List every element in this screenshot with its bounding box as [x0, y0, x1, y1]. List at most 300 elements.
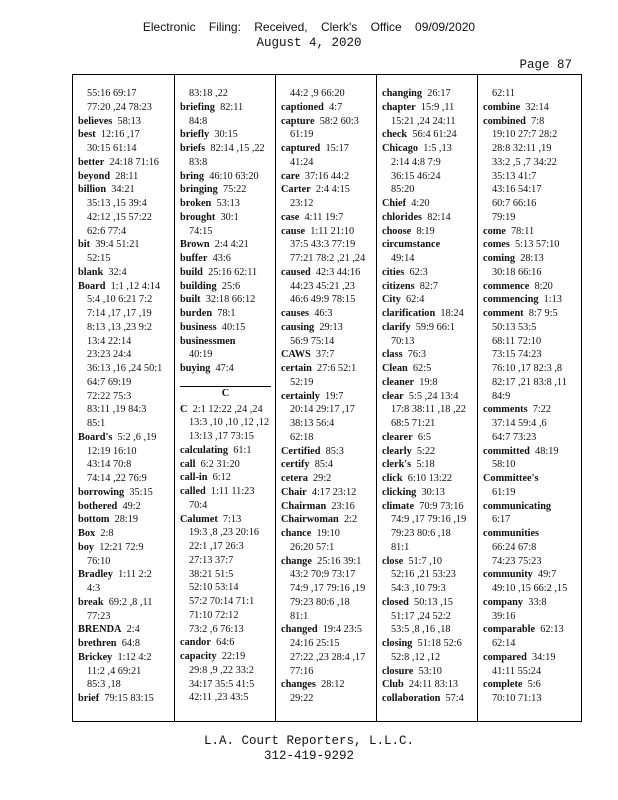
- index-references: 53:5 ,8 ,16 ,18: [391, 624, 451, 636]
- index-term: briefly: [180, 129, 210, 141]
- index-references: 11:2 ,4 69:21: [87, 665, 142, 677]
- index-term: beyond: [78, 170, 111, 182]
- index-entry-continuation: [382, 651, 477, 665]
- index-references: 85:3: [325, 445, 344, 457]
- index-entry: [180, 266, 275, 280]
- index-references: 7:22: [532, 404, 552, 416]
- index-entry-continuation: [78, 665, 174, 679]
- index-term: Chicago: [382, 143, 419, 154]
- index-references: 7:13: [222, 513, 242, 525]
- index-references: 69:2 ,8 ,11: [108, 596, 153, 608]
- index-entry: [180, 458, 275, 472]
- index-references: 40:19: [189, 349, 213, 361]
- index-entry-continuation: [382, 252, 477, 266]
- index-entry: [78, 596, 174, 610]
- index-term: Chair: [281, 486, 307, 498]
- index-references: 30:15 61:14: [87, 143, 137, 154]
- index-term: committed: [483, 445, 530, 457]
- index-entry-continuation: [382, 513, 477, 527]
- index-term: changed: [281, 624, 318, 636]
- index-entry-continuation: [78, 403, 174, 417]
- index-references: 1:5 ,13: [423, 143, 452, 154]
- index-entry: [382, 472, 477, 486]
- index-entry: [78, 280, 174, 294]
- index-entry: [78, 115, 174, 129]
- index-references: 78:11: [511, 225, 535, 237]
- index-entry: [78, 170, 174, 184]
- index-entry-continuation: [483, 486, 583, 500]
- index-entry: [180, 471, 275, 485]
- index-term: brethren: [78, 638, 117, 649]
- index-references: 68:11 72:10: [492, 335, 542, 347]
- index-references: 1:11 21:10: [310, 225, 355, 237]
- index-references: 77:20 ,24 78:23: [87, 101, 152, 113]
- index-references: 29:8 ,9 ,22 33:2: [189, 664, 254, 676]
- index-references: 50:13 ,15: [414, 596, 453, 608]
- index-entry: [180, 142, 275, 156]
- index-entry-continuation: [483, 211, 583, 225]
- index-references: 58:10: [492, 459, 516, 471]
- index-entry: [483, 101, 583, 115]
- index-references: 37:16 44:2: [304, 170, 350, 182]
- index-term: candor: [180, 637, 211, 649]
- index-references: 8:7 9:5: [528, 308, 558, 319]
- index-references: 29:22: [290, 693, 314, 704]
- index-references: 58:13: [117, 115, 141, 127]
- index-entry-continuation: [281, 582, 376, 596]
- index-entry: [281, 307, 376, 321]
- index-entry-continuation: [382, 403, 477, 417]
- index-references: 36:13 ,16 ,24 50:1: [87, 363, 163, 374]
- index-references: 6:2 31:20: [200, 458, 240, 470]
- index-entry-continuation: [78, 678, 174, 692]
- index-term: chlorides: [382, 211, 423, 223]
- index-entry-continuation: [483, 348, 583, 362]
- index-entry-continuation: [180, 115, 275, 129]
- index-references: 24:18 71:16: [109, 156, 159, 168]
- index-entry: [180, 444, 275, 458]
- index-entry: [382, 142, 477, 156]
- index-entry-continuation: [78, 472, 174, 486]
- index-term: briefs: [180, 143, 206, 154]
- index-entry: [382, 348, 477, 362]
- index-entry-continuation: [180, 416, 275, 430]
- index-references: 74:23 75:23: [492, 555, 542, 567]
- index-entry: [483, 678, 583, 692]
- index-term: Certified: [281, 445, 321, 457]
- index-entry: [382, 458, 477, 472]
- index-entry: [382, 211, 477, 225]
- index-entry: [78, 183, 174, 197]
- index-references: 28:11: [115, 170, 139, 182]
- index-entry: [281, 458, 376, 472]
- index-entry: [382, 431, 477, 445]
- index-references: 81:1: [391, 541, 410, 553]
- index-references: 2:14 4:8 7:9: [391, 156, 441, 168]
- index-entry: [281, 527, 376, 541]
- index-references: 6:10 13:22: [407, 473, 453, 484]
- index-term: captioned: [281, 101, 324, 113]
- index-entry: [382, 307, 477, 321]
- index-references: 82:14: [427, 211, 451, 223]
- index-references: 77:23: [87, 610, 111, 622]
- index-term: brought: [180, 211, 216, 223]
- index-entry: [78, 266, 174, 280]
- index-entry: [483, 500, 583, 514]
- index-entry: [382, 596, 477, 610]
- index-entry-continuation: [78, 610, 174, 624]
- index-entry: [382, 362, 477, 376]
- index-references: 5:4 ,10 6:21 7:2: [87, 294, 153, 306]
- index-term: clarify: [382, 321, 411, 333]
- index-entry-continuation: [180, 623, 275, 637]
- index-entry: [180, 293, 275, 307]
- index-references: 28:13: [520, 253, 544, 264]
- index-term: closure: [382, 665, 414, 677]
- index-term: causing: [281, 321, 315, 333]
- index-references: 2:4 4:21: [214, 239, 249, 251]
- index-term: call-in: [180, 472, 208, 484]
- index-term: comparable: [483, 624, 536, 636]
- index-entry: [180, 101, 275, 115]
- index-references: 5:18: [416, 459, 435, 471]
- index-references: 71:10 72:12: [189, 609, 239, 621]
- index-references: 72:22 75:3: [87, 390, 132, 402]
- index-term: bring: [180, 170, 205, 182]
- index-references: 41:24: [290, 156, 314, 168]
- index-references: 4:7: [329, 101, 343, 113]
- index-entry: [382, 225, 477, 239]
- index-references: 52:16 ,21 53:23: [391, 569, 456, 581]
- index-entry: [78, 156, 174, 170]
- index-entry-continuation: [483, 128, 583, 142]
- index-term: certain: [281, 363, 312, 374]
- index-references: 83:11 ,19 84:3: [87, 404, 147, 416]
- index-entry-continuation: [281, 568, 376, 582]
- index-entry: [281, 101, 376, 115]
- index-entry: [281, 321, 376, 335]
- index-references: 43:6: [212, 253, 231, 264]
- index-references: 62:5: [412, 363, 432, 374]
- index-references: 83:8: [189, 156, 208, 168]
- index-references: 23:16: [331, 500, 355, 512]
- index-term: Carter: [281, 184, 311, 196]
- index-references: 25:16 39:1: [317, 555, 362, 567]
- index-term: certify: [281, 459, 310, 471]
- index-references: 76:10 ,17 82:3 ,8: [492, 363, 563, 374]
- index-entry: [180, 170, 275, 184]
- index-references: 37:14 59:4 ,6: [492, 418, 547, 429]
- index-entry: [78, 486, 174, 500]
- index-term: blank: [78, 266, 104, 278]
- index-term: compared: [483, 651, 527, 663]
- index-references: 46:10 63:20: [209, 170, 259, 182]
- index-term: bothered: [78, 500, 118, 512]
- word-index-frame: [72, 74, 582, 722]
- index-references: 19:10: [316, 528, 340, 539]
- index-term: broken: [180, 198, 212, 209]
- index-references: 12:16 ,17: [100, 129, 140, 141]
- index-term: cities: [382, 266, 405, 278]
- index-entry-continuation: [483, 582, 583, 596]
- index-references: 44:23 45:21 ,23: [290, 280, 355, 292]
- filing-stamp: Electronic Filing: Received, Clerk's Office 09/09/2020: [142, 20, 476, 34]
- index-term: bit: [78, 239, 91, 251]
- index-entry-continuation: [78, 87, 174, 101]
- index-entry: [382, 637, 477, 651]
- index-term: combined: [483, 115, 526, 127]
- index-entry: [483, 596, 583, 610]
- index-entry: [281, 678, 376, 692]
- index-entry-continuation: [180, 526, 275, 540]
- index-references: 37:5 43:3 77:19: [290, 239, 356, 251]
- index-references: 8:19: [416, 225, 435, 237]
- index-references: 4:11 19:7: [304, 211, 344, 223]
- index-entry-continuation: [281, 637, 376, 651]
- index-entry-continuation: [78, 582, 174, 596]
- index-term: briefing: [180, 101, 215, 113]
- index-references: 55:16 69:17: [87, 88, 137, 99]
- index-references: 23:23 24:4: [87, 349, 132, 361]
- index-references: 54:3 ,10 79:3: [391, 583, 446, 594]
- index-entry-continuation: [180, 499, 275, 513]
- index-references: 1:1 ,12 4:14: [110, 280, 161, 292]
- index-term: build: [180, 266, 203, 278]
- index-references: 59:9 66:1: [415, 321, 455, 333]
- index-entry: [78, 623, 174, 637]
- index-references: 49:14: [391, 253, 415, 264]
- index-references: 17:8 38:11 ,18 ,22: [391, 404, 466, 416]
- index-references: 1:11 11:23: [210, 486, 255, 497]
- index-term: burden: [180, 308, 213, 319]
- index-references: 74:14 ,22 76:9: [87, 473, 147, 484]
- index-references: 42:3 44:16: [315, 266, 361, 278]
- index-references: 52:8 ,12 ,12: [391, 651, 441, 663]
- index-entry: [180, 280, 275, 294]
- transcript-date: August 4, 2020: [256, 36, 362, 50]
- index-references: 4:17 23:12: [311, 486, 357, 498]
- index-term: care: [281, 170, 300, 182]
- index-entry: [281, 225, 376, 239]
- index-references: 2:4: [126, 624, 140, 636]
- index-term: class: [382, 349, 403, 361]
- index-entry: [180, 307, 275, 321]
- index-references: 74:15: [189, 225, 213, 237]
- index-references: 46:6 49:9 78:15: [290, 294, 356, 306]
- index-references: 56:9 75:14: [290, 335, 335, 347]
- index-entry-continuation: [78, 225, 174, 239]
- index-term: cause: [281, 225, 306, 237]
- index-entry: [483, 280, 583, 294]
- index-references: 48:19: [535, 445, 559, 457]
- index-entry-continuation: [281, 128, 376, 142]
- index-references: 64:7 69:19: [87, 376, 132, 388]
- index-entry: [483, 238, 583, 252]
- index-references: 39:4 51:21: [95, 239, 140, 251]
- index-references: 19:4 23:5: [322, 624, 362, 636]
- index-references: 43:14 70:8: [87, 459, 132, 471]
- index-column-2: [174, 75, 275, 721]
- index-references: 82:17 ,21 83:8 ,11: [492, 376, 567, 388]
- index-references: 35:13 41:7: [492, 170, 537, 182]
- index-term: clearer: [382, 431, 413, 443]
- index-references: 7:14 ,17 ,17 ,19: [87, 308, 152, 319]
- index-term: borrowing: [78, 486, 125, 498]
- index-references: 34:21: [111, 184, 135, 196]
- index-references: 51:7 ,10: [408, 555, 443, 567]
- index-term: built: [180, 294, 201, 306]
- index-term: Club: [382, 679, 404, 691]
- index-references: 37:7: [315, 349, 335, 361]
- index-entry: [483, 307, 583, 321]
- index-references: 35:15: [129, 486, 153, 498]
- index-term: Chief: [382, 198, 407, 209]
- index-references: 49:7: [537, 569, 557, 581]
- index-entry: [382, 280, 477, 294]
- index-term: coming: [483, 253, 516, 264]
- index-references: 70:10 71:13: [492, 693, 542, 704]
- index-entry-continuation: [180, 430, 275, 444]
- index-term: bringing: [180, 184, 218, 196]
- index-entry-continuation: [180, 156, 275, 170]
- index-term: Calumet: [180, 513, 218, 525]
- index-term: best: [78, 129, 96, 141]
- index-term: business: [180, 321, 217, 333]
- index-entry-continuation: [281, 252, 376, 266]
- index-section-letter: C: [180, 386, 271, 401]
- index-references: 25:6: [221, 280, 241, 292]
- index-entry: [281, 142, 376, 156]
- index-term: citizens: [382, 280, 415, 292]
- index-references: 30:15: [214, 129, 238, 141]
- index-term: Brickey: [78, 651, 113, 663]
- index-references: 85:3 ,18: [87, 679, 121, 691]
- index-entry: [281, 623, 376, 637]
- index-entry-continuation: [382, 623, 477, 637]
- index-term: building: [180, 280, 217, 292]
- index-term: certainly: [281, 390, 320, 402]
- index-entry: [180, 485, 275, 499]
- index-references: 28:8 32:11 ,19: [492, 143, 552, 154]
- index-references: 70:13: [391, 335, 415, 347]
- index-entry-continuation: [483, 610, 583, 624]
- index-references: 8:13 ,13 ,23 9:2: [87, 321, 152, 333]
- index-entry-continuation: [483, 390, 583, 404]
- index-references: 12:19 16:10: [87, 445, 137, 457]
- index-entry-continuation: [78, 362, 174, 376]
- index-references: 2:8: [100, 528, 114, 539]
- index-entry: [382, 266, 477, 280]
- index-entry: [483, 293, 583, 307]
- index-entry-continuation: [382, 527, 477, 541]
- index-entry-continuation: [180, 225, 275, 239]
- index-entry-continuation: [281, 665, 376, 679]
- index-entry-continuation: [483, 555, 583, 569]
- index-entry-continuation: [281, 238, 376, 252]
- index-references: 27:22 ,23 28:4 ,17: [290, 651, 366, 663]
- index-entry-continuation: [281, 376, 376, 390]
- index-references: 5:6: [527, 679, 541, 691]
- index-term: come: [483, 225, 506, 237]
- index-term: boy: [78, 541, 95, 553]
- index-references: 76:10: [87, 555, 111, 567]
- index-references: 56:4 61:24: [412, 129, 457, 141]
- index-entry-continuation: [78, 321, 174, 335]
- index-entry-continuation: [281, 293, 376, 307]
- index-references: 43:2 70:9 73:17: [290, 569, 356, 581]
- index-references: 4:3: [87, 583, 101, 594]
- index-references: 79:19: [492, 211, 516, 223]
- index-references: 68:5 71:21: [391, 418, 436, 429]
- index-column-1: [73, 75, 174, 721]
- index-references: 81:1: [290, 610, 309, 622]
- index-entry: [483, 252, 583, 266]
- index-term: comments: [483, 404, 528, 416]
- index-entry: [281, 362, 376, 376]
- index-entry-continuation: [382, 335, 477, 349]
- index-entry: [281, 183, 376, 197]
- index-entry-continuation: [180, 691, 275, 705]
- index-entry-continuation: [180, 595, 275, 609]
- index-term: comes: [483, 239, 510, 251]
- index-entry-continuation: [483, 156, 583, 170]
- index-entry: [78, 541, 174, 555]
- index-term: communities: [483, 528, 540, 539]
- index-entry-continuation: [382, 417, 477, 431]
- index-term: clerk's: [382, 459, 412, 471]
- index-references: 62:18: [290, 431, 314, 443]
- index-term: buffer: [180, 253, 208, 264]
- index-term: cleaner: [382, 376, 415, 388]
- index-references: 50:13 53:5: [492, 321, 537, 333]
- index-term: billion: [78, 184, 107, 196]
- index-entry: [180, 513, 275, 527]
- index-entry: [281, 390, 376, 404]
- index-entry: [281, 445, 376, 459]
- index-entry: [281, 555, 376, 569]
- index-term: Board's: [78, 431, 113, 443]
- index-term: changes: [281, 679, 316, 691]
- index-term: clearly: [382, 445, 412, 457]
- index-term: choose: [382, 225, 412, 237]
- index-entry: [382, 321, 477, 335]
- index-entry: [180, 128, 275, 142]
- index-references: 32:14: [525, 101, 549, 113]
- index-references: 85:20: [391, 184, 415, 196]
- index-references: 66:24 67:8: [492, 541, 537, 553]
- index-entry: [382, 692, 477, 706]
- index-references: 40:15: [221, 321, 246, 333]
- index-references: 19:3 ,8 ,23 20:16: [189, 527, 260, 539]
- index-references: 27:13 37:7: [189, 554, 234, 566]
- index-references: 5:2 ,6 ,19: [117, 431, 157, 443]
- index-term: Bradley: [78, 569, 113, 581]
- index-references: 52:15: [87, 253, 111, 264]
- index-entry-continuation: [382, 610, 477, 624]
- index-entry: [281, 348, 376, 362]
- index-references: 8:20: [534, 280, 553, 292]
- index-references: 83:18 ,22: [189, 88, 228, 99]
- index-references: 29:2: [313, 473, 332, 484]
- index-entry-continuation: [78, 376, 174, 390]
- index-references: 51:18 52:6: [417, 638, 462, 649]
- index-references: 61:1: [233, 444, 252, 456]
- index-entry: [281, 211, 376, 225]
- index-entry: [483, 623, 583, 637]
- index-entry: [180, 197, 275, 211]
- index-entry-continuation: [281, 692, 376, 706]
- index-entry: [180, 211, 275, 225]
